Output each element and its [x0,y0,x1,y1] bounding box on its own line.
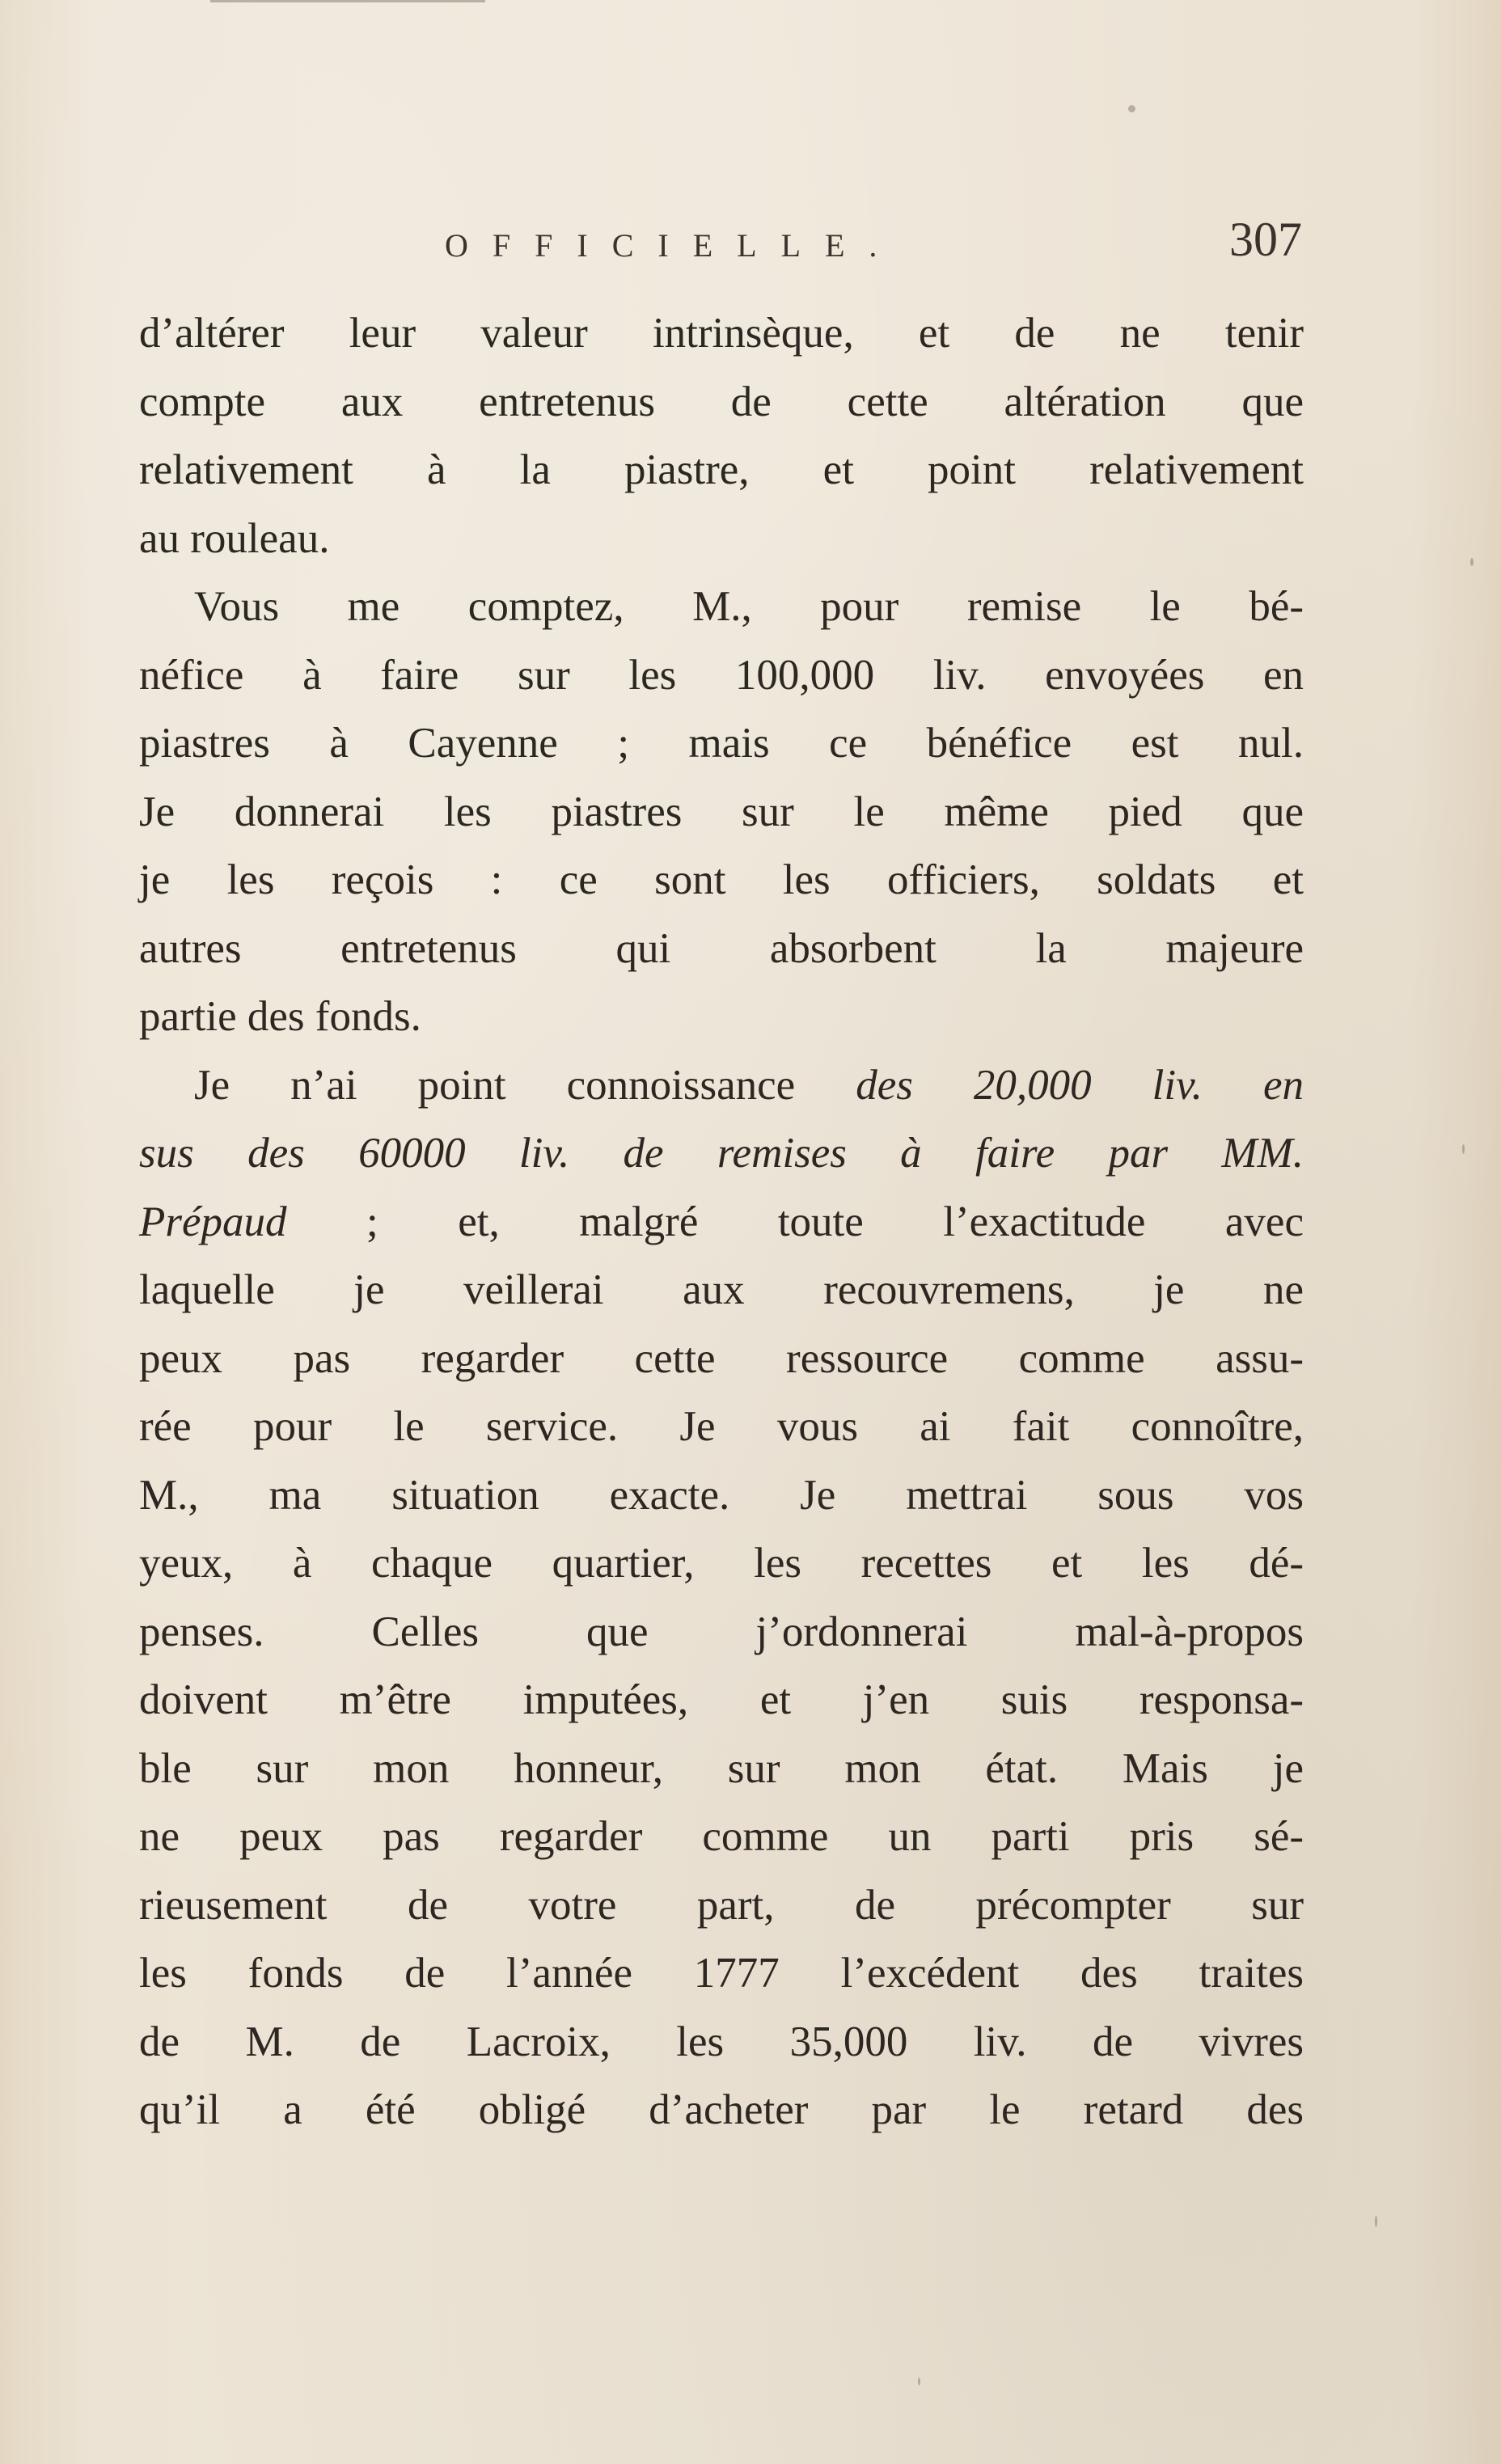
text-line: Prépaud ; et, malgré toute l’exactitude avec [139,1198,1304,1245]
text-line: peux pas regarder cette ressource comme assu- [139,1334,1304,1382]
text-line: rée pour le service. Je vous ai fait connoître, [139,1403,1304,1450]
text-line: penses. Celles que j’ordonnerai mal-à-propos [139,1608,1304,1655]
page-number: 307 [1229,213,1302,266]
text-line: qu’il a été obligé d’acheter par le retard des [139,2086,1304,2133]
text-line: les fonds de l’année 1777 l’excédent des traites [139,1950,1304,1997]
text-line: yeux, à chaque quartier, les recettes et les dé- [139,1540,1304,1587]
text-line: relativement à la piastre, et point relativement [139,446,1304,493]
text-line: piastres à Cayenne ; mais ce bénéfice est nul. [139,720,1304,767]
text-line: Je donnerai les piastres sur le même pied que [139,788,1304,835]
text-line: laquelle je veillerai aux recouvremens, je ne [139,1266,1304,1313]
text-line: partie des fonds. [139,993,421,1040]
text-line: sus des 60000 liv. de remises à faire par MM. [139,1130,1304,1177]
text-line: ble sur mon honneur, sur mon état. Mais je [139,1744,1304,1792]
paper-speck [1470,558,1474,566]
text-line: au rouleau. [139,514,330,562]
text-line: d’altérer leur valeur intrinsèque, et de ne tenir [139,310,1304,357]
text-line: autres entretenus qui absorbent la majeure [139,924,1304,972]
paper-speck [918,2377,920,2386]
text-line: Je n’ai point connoissance des 20,000 liv. en [194,1061,1304,1109]
paper-speck [1128,105,1135,112]
top-edge-rule [210,0,485,2]
text-line: compte aux entretenus de cette altération que [139,378,1304,425]
paper-speck [1375,2216,1377,2227]
page-header [137,212,1302,285]
text-line: de M. de Lacroix, les 35,000 liv. de vivres [139,2018,1304,2065]
paper-speck [1462,1144,1465,1154]
text-line: doivent m’être imputées, et j’en suis responsa- [139,1676,1304,1723]
text-line: néfice à faire sur les 100,000 liv. envoyées en [139,651,1304,699]
running-head: OFFICIELLE. [445,227,902,264]
text-line: M., ma situation exacte. Je mettrai sous vos [139,1471,1304,1519]
body-text [139,299,1304,2145]
text-line: rieusement de votre part, de précompter sur [139,1881,1304,1929]
text-line: je les reçois : ce sont les officiers, soldats et [139,856,1304,903]
text-line: ne peux pas regarder comme un parti pris sé- [139,1813,1304,1860]
text-line: Vous me comptez, M., pour remise le bé- [194,583,1304,630]
